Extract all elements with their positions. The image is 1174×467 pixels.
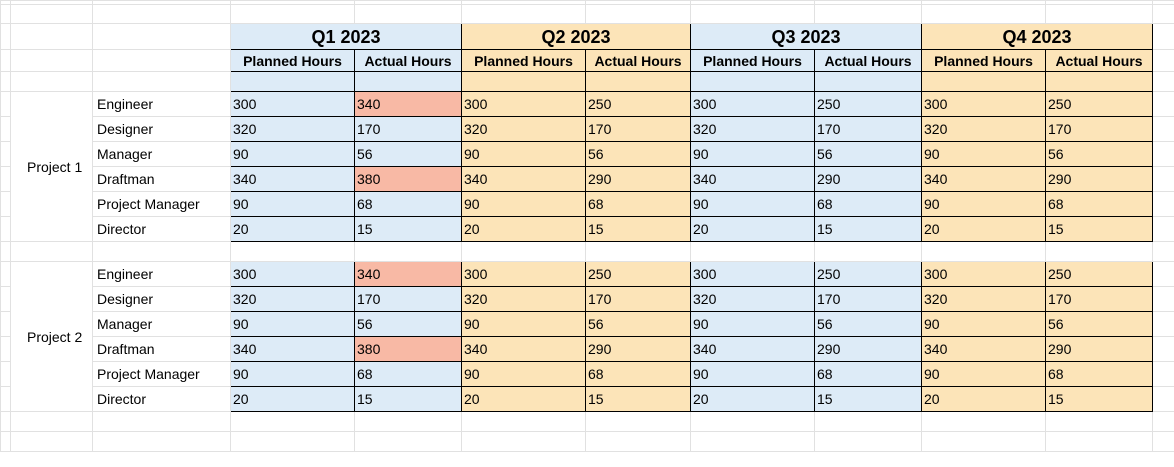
planned-hours-cell[interactable]: 20	[462, 217, 586, 242]
table-row	[1, 387, 1174, 412]
table-row	[1, 362, 1174, 387]
empty-cell[interactable]	[1046, 242, 1153, 262]
empty-cell[interactable]	[462, 432, 586, 452]
empty-cell[interactable]	[586, 242, 691, 262]
planned-hours-cell[interactable]: 300	[691, 92, 815, 117]
empty-cell[interactable]	[1, 167, 11, 192]
planned-hours-cell[interactable]: 90	[231, 362, 355, 387]
empty-cell[interactable]	[922, 412, 1046, 432]
empty-cell[interactable]	[355, 242, 462, 262]
planned-hours-cell[interactable]: 90	[691, 312, 815, 337]
empty-cell[interactable]	[355, 412, 462, 432]
actual-hours-cell[interactable]: 170	[815, 117, 922, 142]
planned-hours-cell[interactable]: 90	[691, 192, 815, 217]
planned-hours-cell[interactable]: 90	[231, 192, 355, 217]
actual-hours-header[interactable]: Actual Hours	[586, 50, 691, 72]
actual-hours-cell[interactable]: 170	[586, 287, 691, 312]
table-row	[1, 92, 1174, 117]
empty-cell[interactable]	[691, 242, 815, 262]
planned-hours-cell[interactable]: 320	[691, 287, 815, 312]
planned-hours-cell[interactable]: 300	[231, 262, 355, 287]
empty-data-cell[interactable]	[586, 72, 691, 92]
planned-hours-cell[interactable]: 300	[462, 262, 586, 287]
empty-cell[interactable]	[1153, 217, 1174, 242]
actual-hours-cell[interactable]: 15	[1046, 387, 1153, 412]
empty-cell[interactable]	[1046, 432, 1153, 452]
planned-hours-cell[interactable]: 90	[691, 362, 815, 387]
role-label[interactable]: Director	[93, 387, 231, 412]
empty-cell[interactable]	[93, 24, 231, 50]
actual-hours-cell[interactable]: 170	[1046, 117, 1153, 142]
actual-hours-cell[interactable]: 15	[815, 217, 922, 242]
planned-hours-cell[interactable]: 300	[691, 262, 815, 287]
empty-cell[interactable]	[1, 337, 11, 362]
planned-hours-cell[interactable]: 90	[922, 192, 1046, 217]
planned-hours-cell[interactable]: 20	[922, 387, 1046, 412]
empty-cell[interactable]	[1046, 412, 1153, 432]
actual-hours-cell[interactable]: 250	[586, 92, 691, 117]
empty-cell[interactable]	[1153, 24, 1174, 50]
empty-cell[interactable]	[11, 5, 93, 24]
empty-cell[interactable]	[355, 5, 462, 24]
actual-hours-cell[interactable]: 15	[815, 387, 922, 412]
empty-data-cell[interactable]	[815, 72, 922, 92]
quarter-header[interactable]: Q1 2023	[231, 24, 462, 50]
planned-hours-cell[interactable]: 320	[691, 117, 815, 142]
empty-cell[interactable]	[462, 412, 586, 432]
empty-cell[interactable]	[1153, 287, 1174, 312]
actual-hours-cell[interactable]: 56	[1046, 142, 1153, 167]
empty-cell[interactable]	[1, 312, 11, 337]
planned-hours-cell[interactable]: 90	[462, 142, 586, 167]
empty-cell[interactable]	[1, 412, 11, 432]
actual-hours-header[interactable]: Actual Hours	[1046, 50, 1153, 72]
actual-hours-cell[interactable]: 56	[815, 142, 922, 167]
actual-hours-cell[interactable]: 250	[815, 92, 922, 117]
role-label[interactable]: Director	[93, 217, 231, 242]
planned-hours-cell[interactable]: 300	[231, 92, 355, 117]
actual-hours-cell[interactable]: 68	[815, 192, 922, 217]
spacer-row	[1, 72, 1174, 92]
planned-hours-header[interactable]: Planned Hours	[462, 50, 586, 72]
planned-hours-cell[interactable]: 20	[231, 387, 355, 412]
actual-hours-cell[interactable]: 56	[355, 312, 462, 337]
empty-cell[interactable]	[1, 92, 11, 117]
empty-cell[interactable]	[462, 242, 586, 262]
planned-hours-cell[interactable]: 320	[922, 287, 1046, 312]
empty-cell[interactable]	[1, 217, 11, 242]
actual-hours-cell[interactable]: 15	[586, 217, 691, 242]
table-row	[1, 217, 1174, 242]
empty-cell[interactable]	[93, 5, 231, 24]
role-label[interactable]: Engineer	[93, 262, 231, 287]
empty-cell[interactable]	[1153, 167, 1174, 192]
empty-cell[interactable]	[11, 72, 93, 92]
planned-hours-cell[interactable]: 340	[691, 337, 815, 362]
role-label[interactable]: Manager	[93, 142, 231, 167]
empty-cell[interactable]	[1, 72, 11, 92]
planned-hours-cell[interactable]: 320	[462, 287, 586, 312]
actual-hours-cell[interactable]: 15	[355, 217, 462, 242]
empty-cell[interactable]	[1153, 117, 1174, 142]
empty-cell[interactable]	[922, 242, 1046, 262]
planned-hours-header[interactable]: Planned Hours	[922, 50, 1046, 72]
planned-hours-header[interactable]: Planned Hours	[691, 50, 815, 72]
actual-hours-cell[interactable]: 170	[1046, 287, 1153, 312]
actual-hours-cell[interactable]: 56	[586, 142, 691, 167]
quarter-header[interactable]: Q2 2023	[462, 24, 691, 50]
empty-data-cell[interactable]	[922, 72, 1046, 92]
actual-hours-cell[interactable]: 68	[355, 192, 462, 217]
actual-hours-cell[interactable]: 68	[1046, 192, 1153, 217]
empty-cell[interactable]	[1153, 142, 1174, 167]
planned-hours-cell[interactable]: 300	[462, 92, 586, 117]
planned-hours-cell[interactable]: 90	[231, 142, 355, 167]
actual-hours-cell[interactable]: 15	[355, 387, 462, 412]
empty-cell[interactable]	[93, 242, 231, 262]
actual-hours-cell[interactable]: 290	[586, 337, 691, 362]
empty-cell[interactable]	[231, 412, 355, 432]
actual-hours-cell[interactable]: 380	[355, 167, 462, 192]
empty-cell[interactable]	[1, 142, 11, 167]
empty-cell[interactable]	[1, 117, 11, 142]
actual-hours-cell[interactable]: 250	[1046, 262, 1153, 287]
empty-cell[interactable]	[11, 242, 93, 262]
actual-hours-cell[interactable]: 170	[815, 287, 922, 312]
actual-hours-cell[interactable]: 68	[815, 362, 922, 387]
actual-hours-cell[interactable]: 250	[586, 262, 691, 287]
planned-hours-cell[interactable]: 90	[922, 142, 1046, 167]
role-label[interactable]: Project Manager	[93, 362, 231, 387]
empty-cell[interactable]	[231, 242, 355, 262]
quarter-header[interactable]: Q4 2023	[922, 24, 1153, 50]
empty-cell[interactable]	[1153, 92, 1174, 117]
empty-cell[interactable]	[1153, 412, 1174, 432]
empty-cell[interactable]	[1153, 50, 1174, 72]
table-row	[1, 312, 1174, 337]
empty-data-cell[interactable]	[355, 72, 462, 92]
empty-cell[interactable]	[815, 242, 922, 262]
planned-hours-cell[interactable]: 20	[691, 217, 815, 242]
empty-cell[interactable]	[691, 432, 815, 452]
empty-cell[interactable]	[691, 5, 815, 24]
empty-cell[interactable]	[1046, 5, 1153, 24]
planned-hours-cell[interactable]: 340	[462, 167, 586, 192]
actual-hours-cell[interactable]: 380	[355, 337, 462, 362]
empty-cell[interactable]	[815, 5, 922, 24]
empty-cell[interactable]	[1, 387, 11, 412]
empty-cell[interactable]	[586, 5, 691, 24]
actual-hours-cell[interactable]: 250	[1046, 92, 1153, 117]
planned-hours-cell[interactable]: 20	[462, 387, 586, 412]
role-label[interactable]: Project Manager	[93, 192, 231, 217]
empty-cell[interactable]	[1153, 312, 1174, 337]
empty-cell[interactable]	[93, 432, 231, 452]
actual-hours-cell[interactable]: 56	[586, 312, 691, 337]
actual-hours-header[interactable]: Actual Hours	[815, 50, 922, 72]
actual-hours-cell[interactable]: 170	[355, 117, 462, 142]
planned-hours-cell[interactable]: 90	[231, 312, 355, 337]
empty-cell[interactable]	[11, 50, 93, 72]
role-label[interactable]: Designer	[93, 287, 231, 312]
empty-cell[interactable]	[922, 432, 1046, 452]
empty-cell[interactable]	[93, 50, 231, 72]
actual-hours-cell[interactable]: 340	[355, 262, 462, 287]
empty-cell[interactable]	[586, 432, 691, 452]
actual-hours-cell[interactable]: 340	[355, 92, 462, 117]
planned-hours-cell[interactable]: 90	[691, 142, 815, 167]
planned-hours-cell[interactable]: 20	[922, 217, 1046, 242]
planned-hours-cell[interactable]: 320	[231, 287, 355, 312]
actual-hours-cell[interactable]: 56	[355, 142, 462, 167]
planned-hours-cell[interactable]: 340	[231, 337, 355, 362]
empty-cell[interactable]	[586, 412, 691, 432]
table-row	[1, 117, 1174, 142]
planned-hours-cell[interactable]: 340	[231, 167, 355, 192]
quarter-header-row	[1, 24, 1174, 50]
planned-hours-cell[interactable]: 340	[462, 337, 586, 362]
empty-cell[interactable]	[922, 5, 1046, 24]
empty-cell[interactable]	[1153, 362, 1174, 387]
subheader-row	[1, 50, 1174, 72]
empty-cell[interactable]	[11, 24, 93, 50]
table-row	[1, 142, 1174, 167]
table-row	[1, 167, 1174, 192]
empty-data-cell[interactable]	[1046, 72, 1153, 92]
empty-cell[interactable]	[11, 432, 93, 452]
empty-cell[interactable]	[11, 412, 93, 432]
actual-hours-cell[interactable]: 290	[1046, 337, 1153, 362]
empty-cell[interactable]	[1, 50, 11, 72]
actual-hours-cell[interactable]: 15	[586, 387, 691, 412]
planned-hours-cell[interactable]: 320	[922, 117, 1046, 142]
empty-cell[interactable]	[1153, 192, 1174, 217]
empty-cell[interactable]	[1, 362, 11, 387]
role-label[interactable]: Engineer	[93, 92, 231, 117]
planned-hours-cell[interactable]: 320	[462, 117, 586, 142]
sheet-row-bottom	[1, 432, 1174, 452]
empty-cell[interactable]	[355, 432, 462, 452]
actual-hours-cell[interactable]: 15	[1046, 217, 1153, 242]
planned-hours-cell[interactable]: 90	[462, 192, 586, 217]
project-gap-row	[1, 242, 1174, 262]
empty-cell[interactable]	[231, 432, 355, 452]
actual-hours-cell[interactable]: 68	[355, 362, 462, 387]
actual-hours-cell[interactable]: 290	[815, 167, 922, 192]
project-label[interactable]: Project 2	[11, 262, 93, 412]
planned-hours-cell[interactable]: 320	[231, 117, 355, 142]
planned-hours-cell[interactable]: 90	[462, 312, 586, 337]
empty-cell[interactable]	[1, 192, 11, 217]
project-label[interactable]: Project 1	[11, 92, 93, 242]
empty-cell[interactable]	[93, 412, 231, 432]
actual-hours-cell[interactable]: 290	[1046, 167, 1153, 192]
empty-cell[interactable]	[1, 5, 11, 24]
actual-hours-cell[interactable]: 56	[1046, 312, 1153, 337]
empty-cell[interactable]	[231, 5, 355, 24]
table-row	[1, 337, 1174, 362]
empty-data-cell[interactable]	[462, 72, 586, 92]
planned-hours-cell[interactable]: 90	[922, 312, 1046, 337]
empty-cell[interactable]	[1153, 242, 1174, 262]
planned-hours-cell[interactable]: 340	[691, 167, 815, 192]
role-label[interactable]: Designer	[93, 117, 231, 142]
actual-hours-cell[interactable]: 290	[815, 337, 922, 362]
planned-hours-cell[interactable]: 340	[922, 167, 1046, 192]
planned-hours-cell[interactable]: 20	[691, 387, 815, 412]
empty-cell[interactable]	[815, 412, 922, 432]
empty-cell[interactable]	[1, 242, 11, 262]
empty-cell[interactable]	[691, 412, 815, 432]
actual-hours-cell[interactable]: 290	[586, 167, 691, 192]
empty-cell[interactable]	[1153, 5, 1174, 24]
sheet-row-bottom	[1, 412, 1174, 432]
empty-cell[interactable]	[1153, 72, 1174, 92]
table-row	[1, 287, 1174, 312]
actual-hours-header[interactable]: Actual Hours	[355, 50, 462, 72]
empty-cell[interactable]	[1, 432, 11, 452]
empty-cell[interactable]	[1, 262, 11, 287]
actual-hours-cell[interactable]: 56	[815, 312, 922, 337]
planned-hours-header[interactable]: Planned Hours	[231, 50, 355, 72]
sheet-row-blank	[1, 5, 1174, 24]
planned-hours-cell[interactable]: 340	[922, 337, 1046, 362]
actual-hours-cell[interactable]: 170	[586, 117, 691, 142]
role-label[interactable]: Manager	[93, 312, 231, 337]
empty-cell[interactable]	[1153, 337, 1174, 362]
actual-hours-cell[interactable]: 250	[815, 262, 922, 287]
empty-data-cell[interactable]	[691, 72, 815, 92]
empty-cell[interactable]	[93, 72, 231, 92]
planned-hours-cell[interactable]: 90	[462, 362, 586, 387]
empty-cell[interactable]	[1, 24, 11, 50]
empty-cell[interactable]	[462, 5, 586, 24]
role-label[interactable]: Draftman	[93, 167, 231, 192]
quarter-header[interactable]: Q3 2023	[691, 24, 922, 50]
table-row	[1, 262, 1174, 287]
planned-hours-cell[interactable]: 300	[922, 262, 1046, 287]
empty-cell[interactable]	[815, 432, 922, 452]
empty-cell[interactable]	[1153, 262, 1174, 287]
actual-hours-cell[interactable]: 68	[1046, 362, 1153, 387]
empty-cell[interactable]	[1153, 387, 1174, 412]
empty-cell[interactable]	[1, 287, 11, 312]
actual-hours-cell[interactable]: 170	[355, 287, 462, 312]
role-label[interactable]: Draftman	[93, 337, 231, 362]
empty-data-cell[interactable]	[231, 72, 355, 92]
planned-hours-cell[interactable]: 300	[922, 92, 1046, 117]
table-row	[1, 192, 1174, 217]
actual-hours-cell[interactable]: 68	[586, 192, 691, 217]
actual-hours-cell[interactable]: 68	[586, 362, 691, 387]
planned-hours-cell[interactable]: 90	[922, 362, 1046, 387]
planned-hours-cell[interactable]: 20	[231, 217, 355, 242]
empty-cell[interactable]	[1153, 432, 1174, 452]
